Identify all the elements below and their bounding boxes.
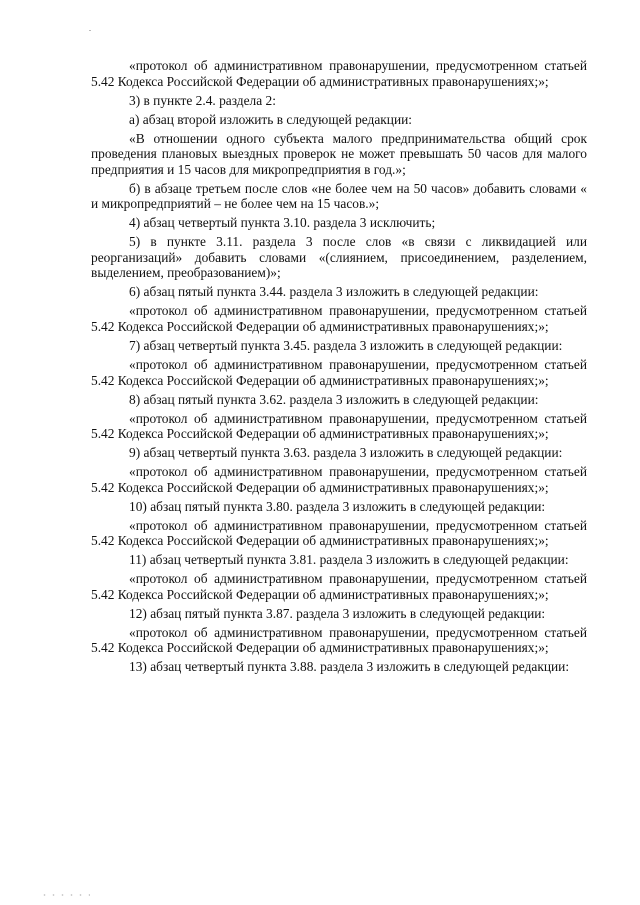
paragraph: 13) абзац четвертый пункта 3.88. раздела 3 изложить в следующей редакции: [129,659,570,675]
paragraph: «протокол об административном правонарушении, предусмотренном статьей 5.42 Кодекса Российской Федерации об административных правонарушениях;»; [91,357,587,388]
paragraph: «протокол об административном правонарушении, предусмотренном статьей 5.42 Кодекса Российской Федерации об административных правонарушениях;»; [91,410,587,442]
paragraph: 6) абзац пятый пункта 3.44. раздела 3 изложить в следующей редакции: [129,284,539,300]
paragraph: 9) абзац четвертый пункта 3.63. раздела 3 изложить в следующей редакции: [129,445,563,461]
paragraph: 5) в пункте 3.11. раздела 3 после слов «в связи с ликвидацией или реорганизаций» добавить словами «(слиянием, присоединением, разделением, выделением, преобразованием)»; [91,234,587,281]
paragraph: 3) в пункте 2.4. раздела 2: [129,92,276,108]
scan-noise-mark [40,894,90,896]
paragraph: а) абзац второй изложить в следующей редакции: [129,111,413,127]
paragraph: «В отношении одного субъекта малого предпринимательства общий срок проведения плановых выездных проверок не может превышать 50 часов для малого предприятия и 15 часов для микропредприятия в год.»; [91,130,587,177]
paragraph: «протокол об административном правонарушении, предусмотренном статьей 5.42 Кодекса Российской Федерации об административных правонарушениях;»; [91,571,587,602]
paragraph: 10) абзац пятый пункта 3.80. раздела 3 изложить в следующей редакции: [129,498,546,514]
paragraph: «протокол об административном правонарушении, предусмотренном статьей 5.42 Кодекса Российской Федерации об административных правонарушениях;»; [91,464,587,495]
paragraph: 11) абзац четвертый пункта 3.81. раздела 3 изложить в следующей редакции: [129,552,569,568]
paragraph: б) в абзаце третьем после слов «не более чем на 50 часов» добавить словами « и микропредприятий – не более чем на 15 часов.»; [91,180,587,212]
paragraph: 8) абзац пятый пункта 3.62. раздела 3 изложить в следующей редакции: [129,391,539,407]
document-body [91,58,587,675]
paragraph: 4) абзац четвертый пункта 3.10. раздела 3 исключить; [129,215,436,231]
paragraph: «протокол об административном правонарушении, предусмотренном статьей 5.42 Кодекса Российской Федерации об административных правонарушениях;»; [91,303,587,335]
paragraph: «протокол об административном правонарушении, предусмотренном статьей 5.42 Кодекса Российской Федерации об административных правонарушениях;»; [91,517,587,549]
paragraph: «протокол об административном правонарушении, предусмотренном статьей 5.42 Кодекса Российской Федерации об административных правонарушениях;»; [91,624,587,656]
paragraph: 12) абзац пятый пункта 3.87. раздела 3 изложить в следующей редакции: [129,605,546,621]
paragraph: 7) абзац четвертый пункта 3.45. раздела 3 изложить в следующей редакции: [129,338,563,354]
paragraph: «протокол об административном правонарушении, предусмотренном статьей 5.42 Кодекса Российской Федерации об административных правонарушениях;»; [91,58,587,89]
scan-mark [89,30,91,31]
